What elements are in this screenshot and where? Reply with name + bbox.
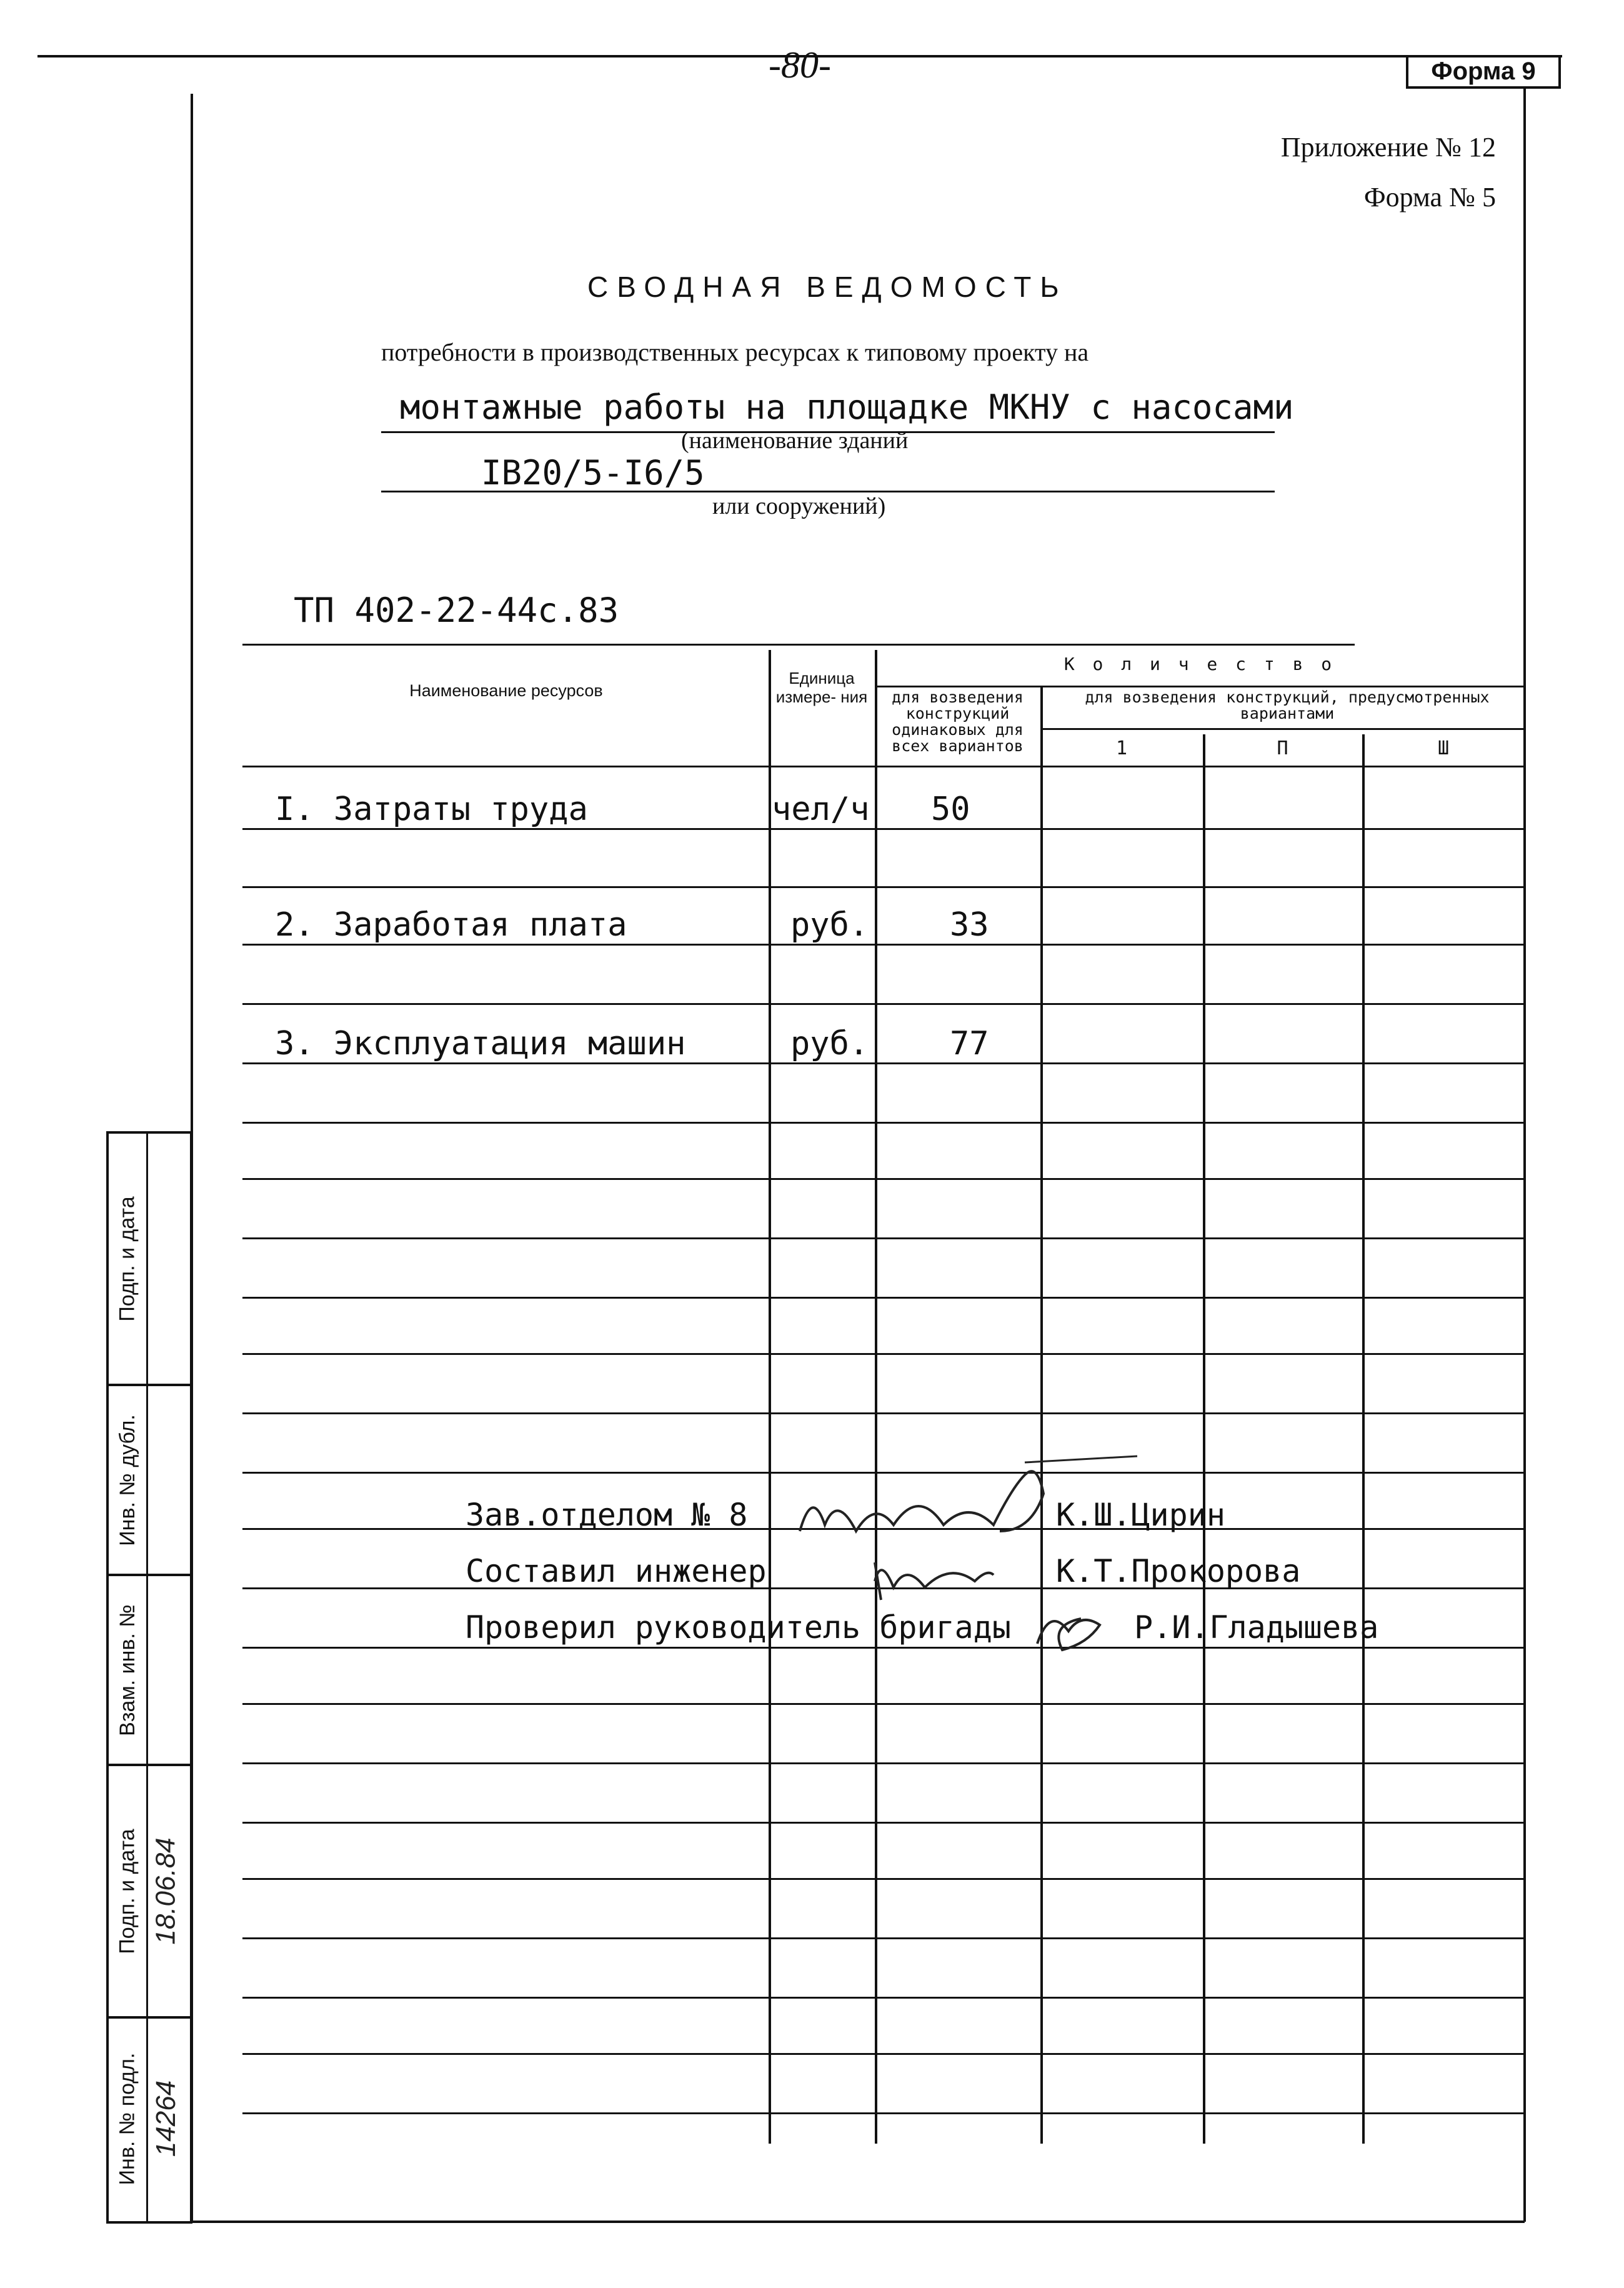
header-quantity: К о л и ч е с т в о bbox=[1064, 654, 1336, 674]
rule-line bbox=[242, 1353, 1525, 1355]
sidebar-label: Инв. № подл. bbox=[115, 2052, 139, 2185]
rule-line bbox=[242, 1822, 1525, 1824]
form-number: Форма № 5 bbox=[1363, 182, 1496, 212]
rule-line bbox=[242, 1762, 1525, 1764]
document-subtitle: потребности в производственных ресурсах к типовому проекту на bbox=[381, 338, 1089, 366]
row-1-name: I. Затраты труда bbox=[275, 791, 588, 828]
frame-bottom-border bbox=[191, 2221, 1525, 2223]
rule-line bbox=[242, 828, 1525, 830]
sidebar-label: Подп. и дата bbox=[115, 1196, 139, 1322]
rule-line bbox=[242, 1297, 1525, 1299]
object-code: IB20/5-I6/5 bbox=[481, 453, 705, 492]
rule-line bbox=[242, 1237, 1525, 1239]
table-header-bottom-line bbox=[242, 766, 1525, 767]
qty-header-line bbox=[875, 686, 1525, 687]
header-all-variants: для возведения конструкций одинаковых для всех вариантов bbox=[892, 688, 1024, 755]
object-name: монтажные работы на площадке МКНУ с насосами bbox=[400, 387, 1294, 427]
rule-line bbox=[242, 2053, 1525, 2055]
sidebar-cell bbox=[109, 2019, 190, 2219]
column-divider-v3 bbox=[1362, 734, 1365, 2144]
column-divider-v2 bbox=[1203, 734, 1205, 2144]
table-header-top-line bbox=[242, 644, 1355, 646]
sidebar-label: Подп. и дата bbox=[115, 1828, 139, 1954]
variants-header-line bbox=[1040, 728, 1525, 730]
rule-line bbox=[242, 1412, 1525, 1414]
header-variant-2: П bbox=[1277, 737, 1288, 759]
rule-line bbox=[242, 1178, 1525, 1180]
approval-sidebar bbox=[106, 1131, 192, 2224]
row-1-unit: чел/ч bbox=[772, 791, 870, 828]
rule-line bbox=[242, 1937, 1525, 1939]
rule-line bbox=[242, 1703, 1525, 1705]
header-by-variants: для возведения конструкций, предусмотренных вариантами bbox=[1085, 688, 1490, 722]
column-divider-all bbox=[875, 650, 877, 2144]
row-2-unit: руб. bbox=[790, 906, 869, 944]
page-number: -80- bbox=[769, 44, 831, 86]
column-divider-unit bbox=[769, 650, 771, 2144]
signature-name-checker: Р.И.Гладышева bbox=[1134, 1609, 1379, 1646]
sidebar-cell bbox=[109, 1576, 190, 1766]
rule-line bbox=[242, 1003, 1525, 1005]
rule-line bbox=[242, 944, 1525, 946]
document-title: СВОДНАЯ ВЕДОМОСТЬ bbox=[587, 271, 1068, 303]
form-box: Форма 9 bbox=[1406, 56, 1561, 89]
signature-role-checker: Проверил руководитель бригады bbox=[466, 1609, 1011, 1646]
row-2-value: 33 bbox=[950, 906, 989, 944]
rule-line bbox=[242, 1122, 1525, 1124]
signature-role-engineer: Составил инженер bbox=[466, 1553, 767, 1589]
sidebar-cell bbox=[109, 1766, 190, 2019]
row-3-unit: руб. bbox=[790, 1025, 869, 1062]
row-1-value: 50 bbox=[931, 791, 970, 828]
sidebar-cell bbox=[109, 1134, 190, 1386]
header-variant-3: Ш bbox=[1437, 737, 1450, 759]
header-variant-1: 1 bbox=[1115, 737, 1128, 759]
signature-name-head: К.Ш.Цирин bbox=[1056, 1497, 1225, 1533]
rule-line bbox=[242, 886, 1525, 888]
handwritten-inventory-number: 14264 bbox=[151, 2080, 182, 2157]
handwritten-date: 18.06.84 bbox=[151, 1837, 181, 1945]
signature-name-engineer: К.Т.Прокорова bbox=[1056, 1553, 1301, 1589]
object-note-1: (наименование зданий bbox=[681, 427, 909, 454]
row-3-name: 3. Эксплуатация машин bbox=[275, 1025, 686, 1062]
row-3-value: 77 bbox=[950, 1025, 989, 1062]
project-code: ТП 402-22-44с.83 bbox=[294, 591, 619, 630]
sidebar-label: Инв. № дубл. bbox=[115, 1414, 139, 1546]
signature-role-head: Зав.отделом № 8 bbox=[466, 1497, 748, 1533]
rule-line bbox=[242, 2112, 1525, 2114]
rule-line bbox=[242, 1062, 1525, 1064]
sidebar-label: Взам. инв. № bbox=[115, 1604, 139, 1736]
frame-right-border bbox=[1523, 87, 1526, 2222]
header-resource-name: Наименование ресурсов bbox=[409, 681, 603, 700]
row-2-name: 2. Заработая плата bbox=[275, 906, 627, 944]
header-unit: Единица измере- ния bbox=[775, 669, 868, 706]
column-divider-v1 bbox=[1040, 687, 1043, 2144]
rule-line bbox=[242, 1878, 1525, 1880]
sidebar-cell bbox=[109, 1386, 190, 1576]
handwritten-signatures bbox=[787, 1437, 1162, 1662]
appendix-label: Приложение № 12 bbox=[1280, 132, 1496, 162]
rule-line bbox=[242, 1997, 1525, 1999]
object-note-2: или сооружений) bbox=[712, 493, 886, 519]
